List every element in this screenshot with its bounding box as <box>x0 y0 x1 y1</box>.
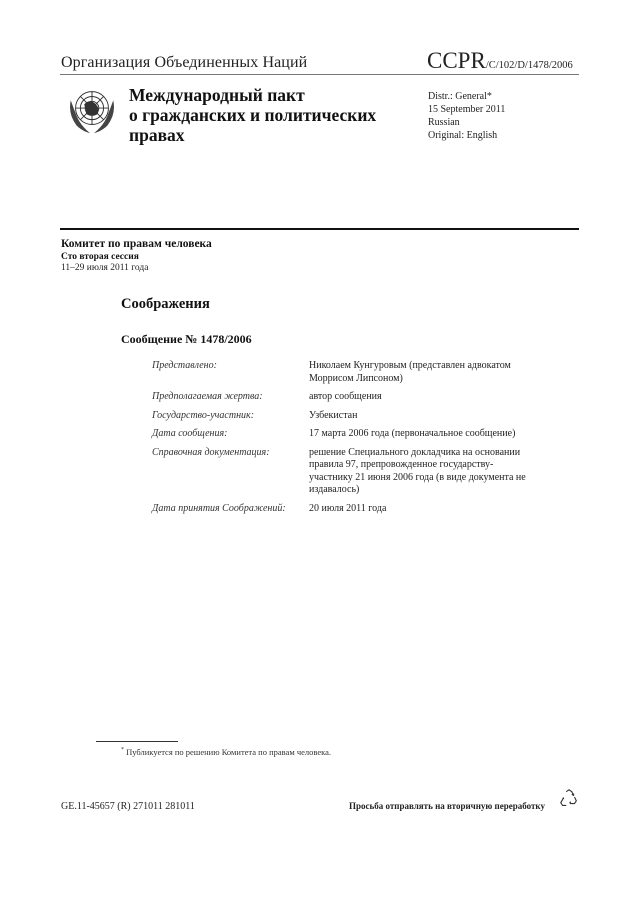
metadata-label: Представлено: <box>152 360 217 371</box>
un-emblem-icon <box>63 81 121 139</box>
symbol-prefix: CCPR <box>427 48 486 73</box>
footnote-text: Публикуется по решению Комитета по правам человека. <box>126 747 332 757</box>
metadata-value: 20 июля 2011 года <box>309 502 387 514</box>
main-heading: Соображения <box>121 296 210 312</box>
committee-name: Комитет по правам человека <box>61 238 212 250</box>
distribution-original: Original: English <box>428 130 498 141</box>
footnote-separator <box>96 741 178 742</box>
document-symbol <box>427 48 573 74</box>
session-name: Сто вторая сессия <box>61 252 139 262</box>
title-line: Международный пакт <box>129 85 305 105</box>
metadata-value: автор сообщения <box>309 391 382 402</box>
recycle-notice: Просьба отправлять на вторичную переработку <box>349 801 545 811</box>
metadata-value: Николаем Кунгуровым (представлен адвокатом Моррисом Липсоном) <box>309 360 511 384</box>
metadata-row <box>152 360 532 385</box>
metadata-label: Государство-участник: <box>152 409 255 421</box>
metadata-row <box>152 503 532 516</box>
metadata-row <box>152 447 532 497</box>
footnote <box>121 747 331 757</box>
job-number: GE.11-45657 (R) 271011 281011 <box>61 801 195 812</box>
metadata-row <box>152 428 532 441</box>
section-rule <box>60 228 579 230</box>
communication-number: Сообщение № 1478/2006 <box>121 332 252 346</box>
metadata-label: Дата сообщения: <box>152 428 228 439</box>
distribution-language: Russian <box>428 117 460 128</box>
distribution-info <box>428 90 505 142</box>
metadata-value: Узбекистан <box>309 409 358 421</box>
metadata-value: 17 марта 2006 года (первоначальное сообщение) <box>309 428 516 439</box>
organization-name: Организация Объединенных Наций <box>61 54 308 71</box>
metadata-value: решение Специального докладчика на основании правила 97, препровожденное государству-участнику 21 июня 2006 года (в виде документа не издавалось) <box>309 446 526 495</box>
communication-metadata <box>152 360 532 521</box>
metadata-label: Справочная документация: <box>152 446 270 458</box>
title-line: правах <box>129 125 185 145</box>
session-dates: 11–29 июля 2011 года <box>61 263 149 273</box>
metadata-label: Предполагаемая жертва: <box>152 391 263 402</box>
title-line: о гражданских и политических <box>129 105 377 125</box>
footnote-mark: * <box>121 747 124 753</box>
metadata-row <box>152 410 532 423</box>
metadata-label: Дата принятия Соображений: <box>152 502 286 514</box>
symbol-suffix: /C/102/D/1478/2006 <box>485 60 573 71</box>
header-rule <box>60 74 579 75</box>
distribution-status: Distr.: General* <box>428 91 492 102</box>
metadata-row <box>152 391 532 404</box>
distribution-date: 15 September 2011 <box>428 104 506 115</box>
document-title <box>129 85 376 145</box>
recycle-icon <box>558 788 580 810</box>
